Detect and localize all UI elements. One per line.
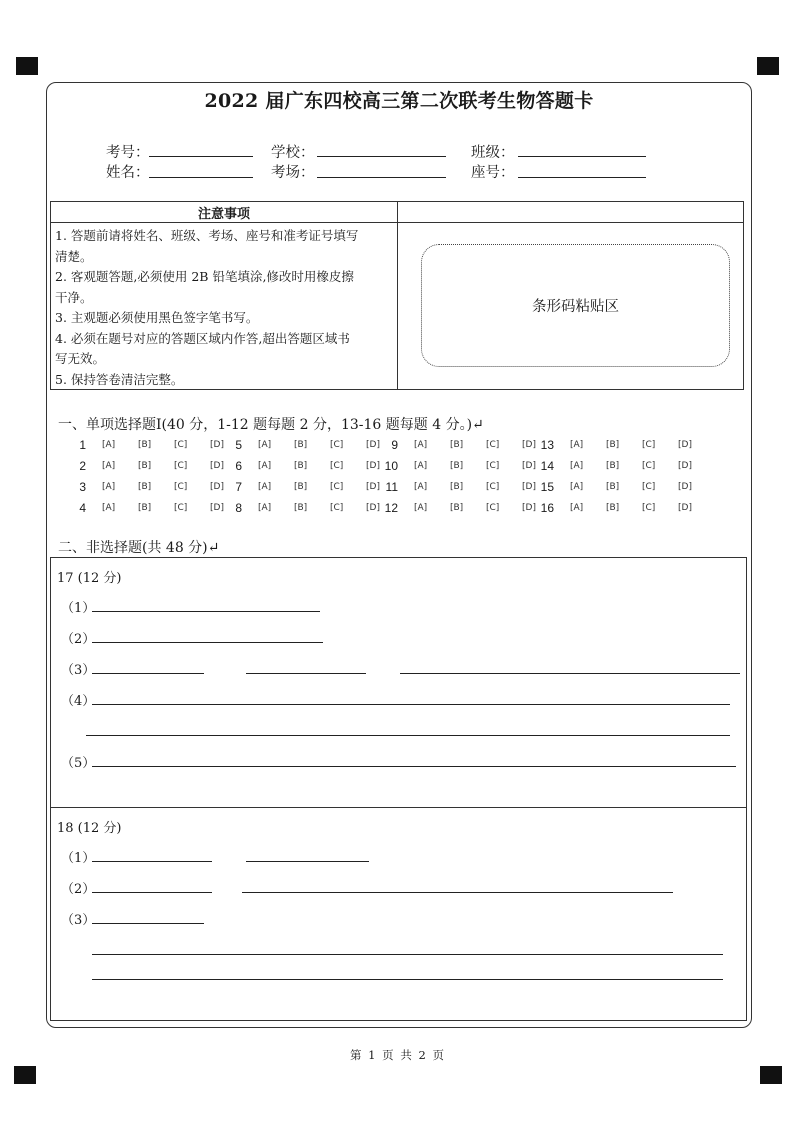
mc-option-b[interactable]: [B] (606, 440, 620, 450)
mc-option-b[interactable]: [B] (138, 440, 152, 450)
notice-line: 清楚。 (55, 248, 93, 264)
exam-no-field[interactable] (149, 156, 253, 157)
q18-sub-1-label: （1） (61, 851, 96, 866)
mc-option-d[interactable]: [D] (366, 440, 380, 450)
q17-sub-1-label: （1） (61, 601, 96, 616)
mc-option-a[interactable]: [A] (258, 461, 272, 471)
q18-sub-3-label: （3） (61, 913, 96, 928)
mc-option-c[interactable]: [C] (174, 482, 188, 492)
q18-sub-1-answer-line-1[interactable] (92, 861, 212, 862)
q18-sub-1-answer-line-2[interactable] (246, 861, 369, 862)
registration-mark-top-left (16, 57, 38, 75)
notice-line: 写无效。 (55, 351, 106, 366)
mc-question-number: 12 (384, 501, 398, 515)
mc-option-c[interactable]: [C] (642, 503, 656, 513)
mc-option-c[interactable]: [C] (330, 461, 344, 471)
q17-sub-2-answer-line[interactable] (92, 642, 323, 643)
mc-option-d[interactable]: [D] (678, 482, 692, 492)
mc-option-c[interactable]: [C] (330, 482, 344, 492)
mc-question-number: 6 (235, 459, 242, 473)
mc-option-d[interactable]: [D] (210, 482, 224, 492)
mc-option-b[interactable]: [B] (450, 440, 464, 450)
q18-sub-2-label: （2） (61, 882, 96, 897)
mc-question-13 (526, 438, 716, 454)
q18-sub-3-answer-line-2[interactable] (92, 954, 723, 955)
mc-question-number: 1 (79, 438, 86, 452)
q17-sub-3-answer-line-3[interactable] (400, 673, 740, 674)
mc-option-c[interactable]: [C] (174, 440, 188, 450)
mc-question-number: 5 (235, 438, 242, 452)
mc-option-b[interactable]: [B] (294, 503, 308, 513)
mc-option-d[interactable]: [D] (522, 461, 536, 471)
mc-option-a[interactable]: [A] (570, 503, 584, 513)
mc-option-a[interactable]: [A] (102, 503, 116, 513)
q17-sub-3-answer-line-2[interactable] (246, 673, 366, 674)
mc-option-c[interactable]: [C] (486, 461, 500, 471)
mc-option-a[interactable]: [A] (414, 440, 428, 450)
q17-sub-5-answer-line[interactable] (92, 766, 736, 767)
mc-option-b[interactable]: [B] (294, 482, 308, 492)
school-label: 学校： (271, 145, 315, 161)
mc-question-number: 7 (235, 480, 242, 494)
page-title: 2022 届广东四校高三第二次联考生物答题卡 (204, 90, 594, 112)
section2-title: 二、非选择题(共 48 分)↵ (58, 540, 220, 556)
mc-option-c[interactable]: [C] (330, 503, 344, 513)
mc-option-b[interactable]: [B] (450, 461, 464, 471)
registration-mark-bottom-right (760, 1066, 782, 1084)
mc-question-14 (526, 459, 716, 475)
mc-option-b[interactable]: [B] (294, 440, 308, 450)
q17-sub-3-label: （3） (61, 663, 96, 678)
q17-sub-2-label: （2） (61, 632, 96, 647)
mc-option-b[interactable]: [B] (606, 482, 620, 492)
mc-option-c[interactable]: [C] (174, 503, 188, 513)
barcode-area (421, 244, 730, 367)
question-17-title: 17 (12 分) (57, 571, 122, 586)
barcode-label: 条形码粘贴区 (532, 299, 619, 315)
registration-mark-bottom-left (14, 1066, 36, 1084)
notice-line: 5. 保持答卷清洁完整。 (55, 371, 184, 387)
mc-option-d[interactable]: [D] (522, 503, 536, 513)
mc-option-a[interactable]: [A] (102, 461, 116, 471)
q18-sub-3-answer-line-1[interactable] (92, 923, 204, 924)
registration-mark-top-right (757, 57, 779, 75)
mc-option-d[interactable]: [D] (522, 440, 536, 450)
mc-option-a[interactable]: [A] (258, 482, 272, 492)
q18-sub-2-answer-line-1[interactable] (92, 892, 212, 893)
mc-question-number: 14 (540, 459, 554, 473)
q18-sub-2-answer-line-2[interactable] (242, 892, 673, 893)
mc-option-d[interactable]: [D] (678, 440, 692, 450)
mc-question-number: 10 (384, 459, 398, 473)
q17-sub-4-answer-line-1[interactable] (92, 704, 730, 705)
mc-option-a[interactable]: [A] (570, 440, 584, 450)
mc-option-d[interactable]: [D] (210, 503, 224, 513)
mc-option-d[interactable]: [D] (678, 461, 692, 471)
mc-option-c[interactable]: [C] (486, 482, 500, 492)
mc-option-d[interactable]: [D] (210, 440, 224, 450)
mc-question-number: 9 (391, 438, 398, 452)
notice-line: 4. 必须在题号对应的答题区域内作答,超出答题区域书 (55, 330, 350, 346)
seat-label: 座号： (471, 165, 515, 181)
mc-option-c[interactable]: [C] (642, 482, 656, 492)
question-18-title: 18 (12 分) (57, 821, 122, 836)
mc-question-number: 16 (540, 501, 554, 515)
question-17-box (50, 557, 747, 808)
mc-question-16 (526, 501, 716, 517)
mc-option-a[interactable]: [A] (414, 482, 428, 492)
class-label: 班级： (471, 145, 515, 161)
school-field[interactable] (317, 156, 446, 157)
mc-question-number: 15 (540, 480, 554, 494)
mc-question-15 (526, 480, 716, 496)
mc-option-a[interactable]: [A] (102, 482, 116, 492)
mc-option-b[interactable]: [B] (138, 461, 152, 471)
q17-sub-4-answer-line-2[interactable] (86, 735, 730, 736)
room-label: 考场： (271, 165, 315, 181)
mc-option-a[interactable]: [A] (570, 461, 584, 471)
notice-list (55, 226, 393, 390)
mc-option-d[interactable]: [D] (366, 482, 380, 492)
notice-line: 干净。 (55, 289, 93, 305)
section1-title: 一、单项选择题I(40 分，1-12 题每题 2 分，13-16 题每题 4 分。)↵ (58, 417, 484, 433)
mc-option-a[interactable]: [A] (258, 440, 272, 450)
mc-option-a[interactable]: [A] (102, 440, 116, 450)
mc-question-number: 13 (540, 438, 554, 452)
mc-option-d[interactable]: [D] (366, 461, 380, 471)
multiple-choice-grid (58, 438, 698, 522)
q17-sub-4-label: （4） (61, 694, 96, 709)
notice-line: 2. 客观题答题,必须使用 2B 铅笔填涂,修改时用橡皮擦 (55, 269, 354, 284)
mc-question-number: 8 (235, 501, 242, 515)
mc-option-b[interactable]: [B] (138, 503, 152, 513)
notice-title: 注意事项 (197, 207, 250, 222)
mc-question-number: 3 (79, 480, 86, 494)
notice-line: 1. 答题前请将姓名、班级、考场、座号和准考证号填写 (55, 228, 359, 243)
mc-option-b[interactable]: [B] (450, 482, 464, 492)
q17-sub-1-answer-line[interactable] (92, 611, 320, 612)
page-footer: 第 1 页 共 2 页 (350, 1048, 444, 1062)
seat-field[interactable] (518, 177, 646, 178)
mc-option-b[interactable]: [B] (450, 503, 464, 513)
name-label: 姓名： (106, 165, 150, 181)
mc-option-b[interactable]: [B] (606, 503, 620, 513)
mc-option-c[interactable]: [C] (486, 440, 500, 450)
mc-option-a[interactable]: [A] (570, 482, 584, 492)
mc-option-d[interactable]: [D] (210, 461, 224, 471)
q18-sub-3-answer-line-3[interactable] (92, 979, 723, 980)
mc-option-c[interactable]: [C] (174, 461, 188, 471)
mc-option-d[interactable]: [D] (522, 482, 536, 492)
mc-option-c[interactable]: [C] (330, 440, 344, 450)
mc-option-d[interactable]: [D] (366, 503, 380, 513)
mc-option-b[interactable]: [B] (606, 461, 620, 471)
notice-line: 3. 主观题必须使用黑色签字笔书写。 (55, 310, 259, 325)
mc-option-a[interactable]: [A] (414, 503, 428, 513)
mc-option-a[interactable]: [A] (258, 503, 272, 513)
exam-no-label: 考号： (106, 145, 150, 161)
room-field[interactable] (317, 177, 446, 178)
mc-option-d[interactable]: [D] (678, 503, 692, 513)
mc-option-c[interactable]: [C] (486, 503, 500, 513)
mc-option-c[interactable]: [C] (642, 440, 656, 450)
class-field[interactable] (518, 156, 646, 157)
mc-question-number: 11 (385, 480, 398, 494)
mc-option-b[interactable]: [B] (294, 461, 308, 471)
mc-option-c[interactable]: [C] (642, 461, 656, 471)
mc-option-a[interactable]: [A] (414, 461, 428, 471)
mc-question-number: 2 (79, 459, 86, 473)
mc-option-b[interactable]: [B] (138, 482, 152, 492)
name-field[interactable] (149, 177, 253, 178)
mc-question-number: 4 (79, 501, 86, 515)
notice-divider (397, 202, 398, 389)
q17-sub-3-answer-line-1[interactable] (92, 673, 204, 674)
question-18-box (50, 807, 747, 1021)
q17-sub-5-label: （5） (61, 756, 96, 771)
